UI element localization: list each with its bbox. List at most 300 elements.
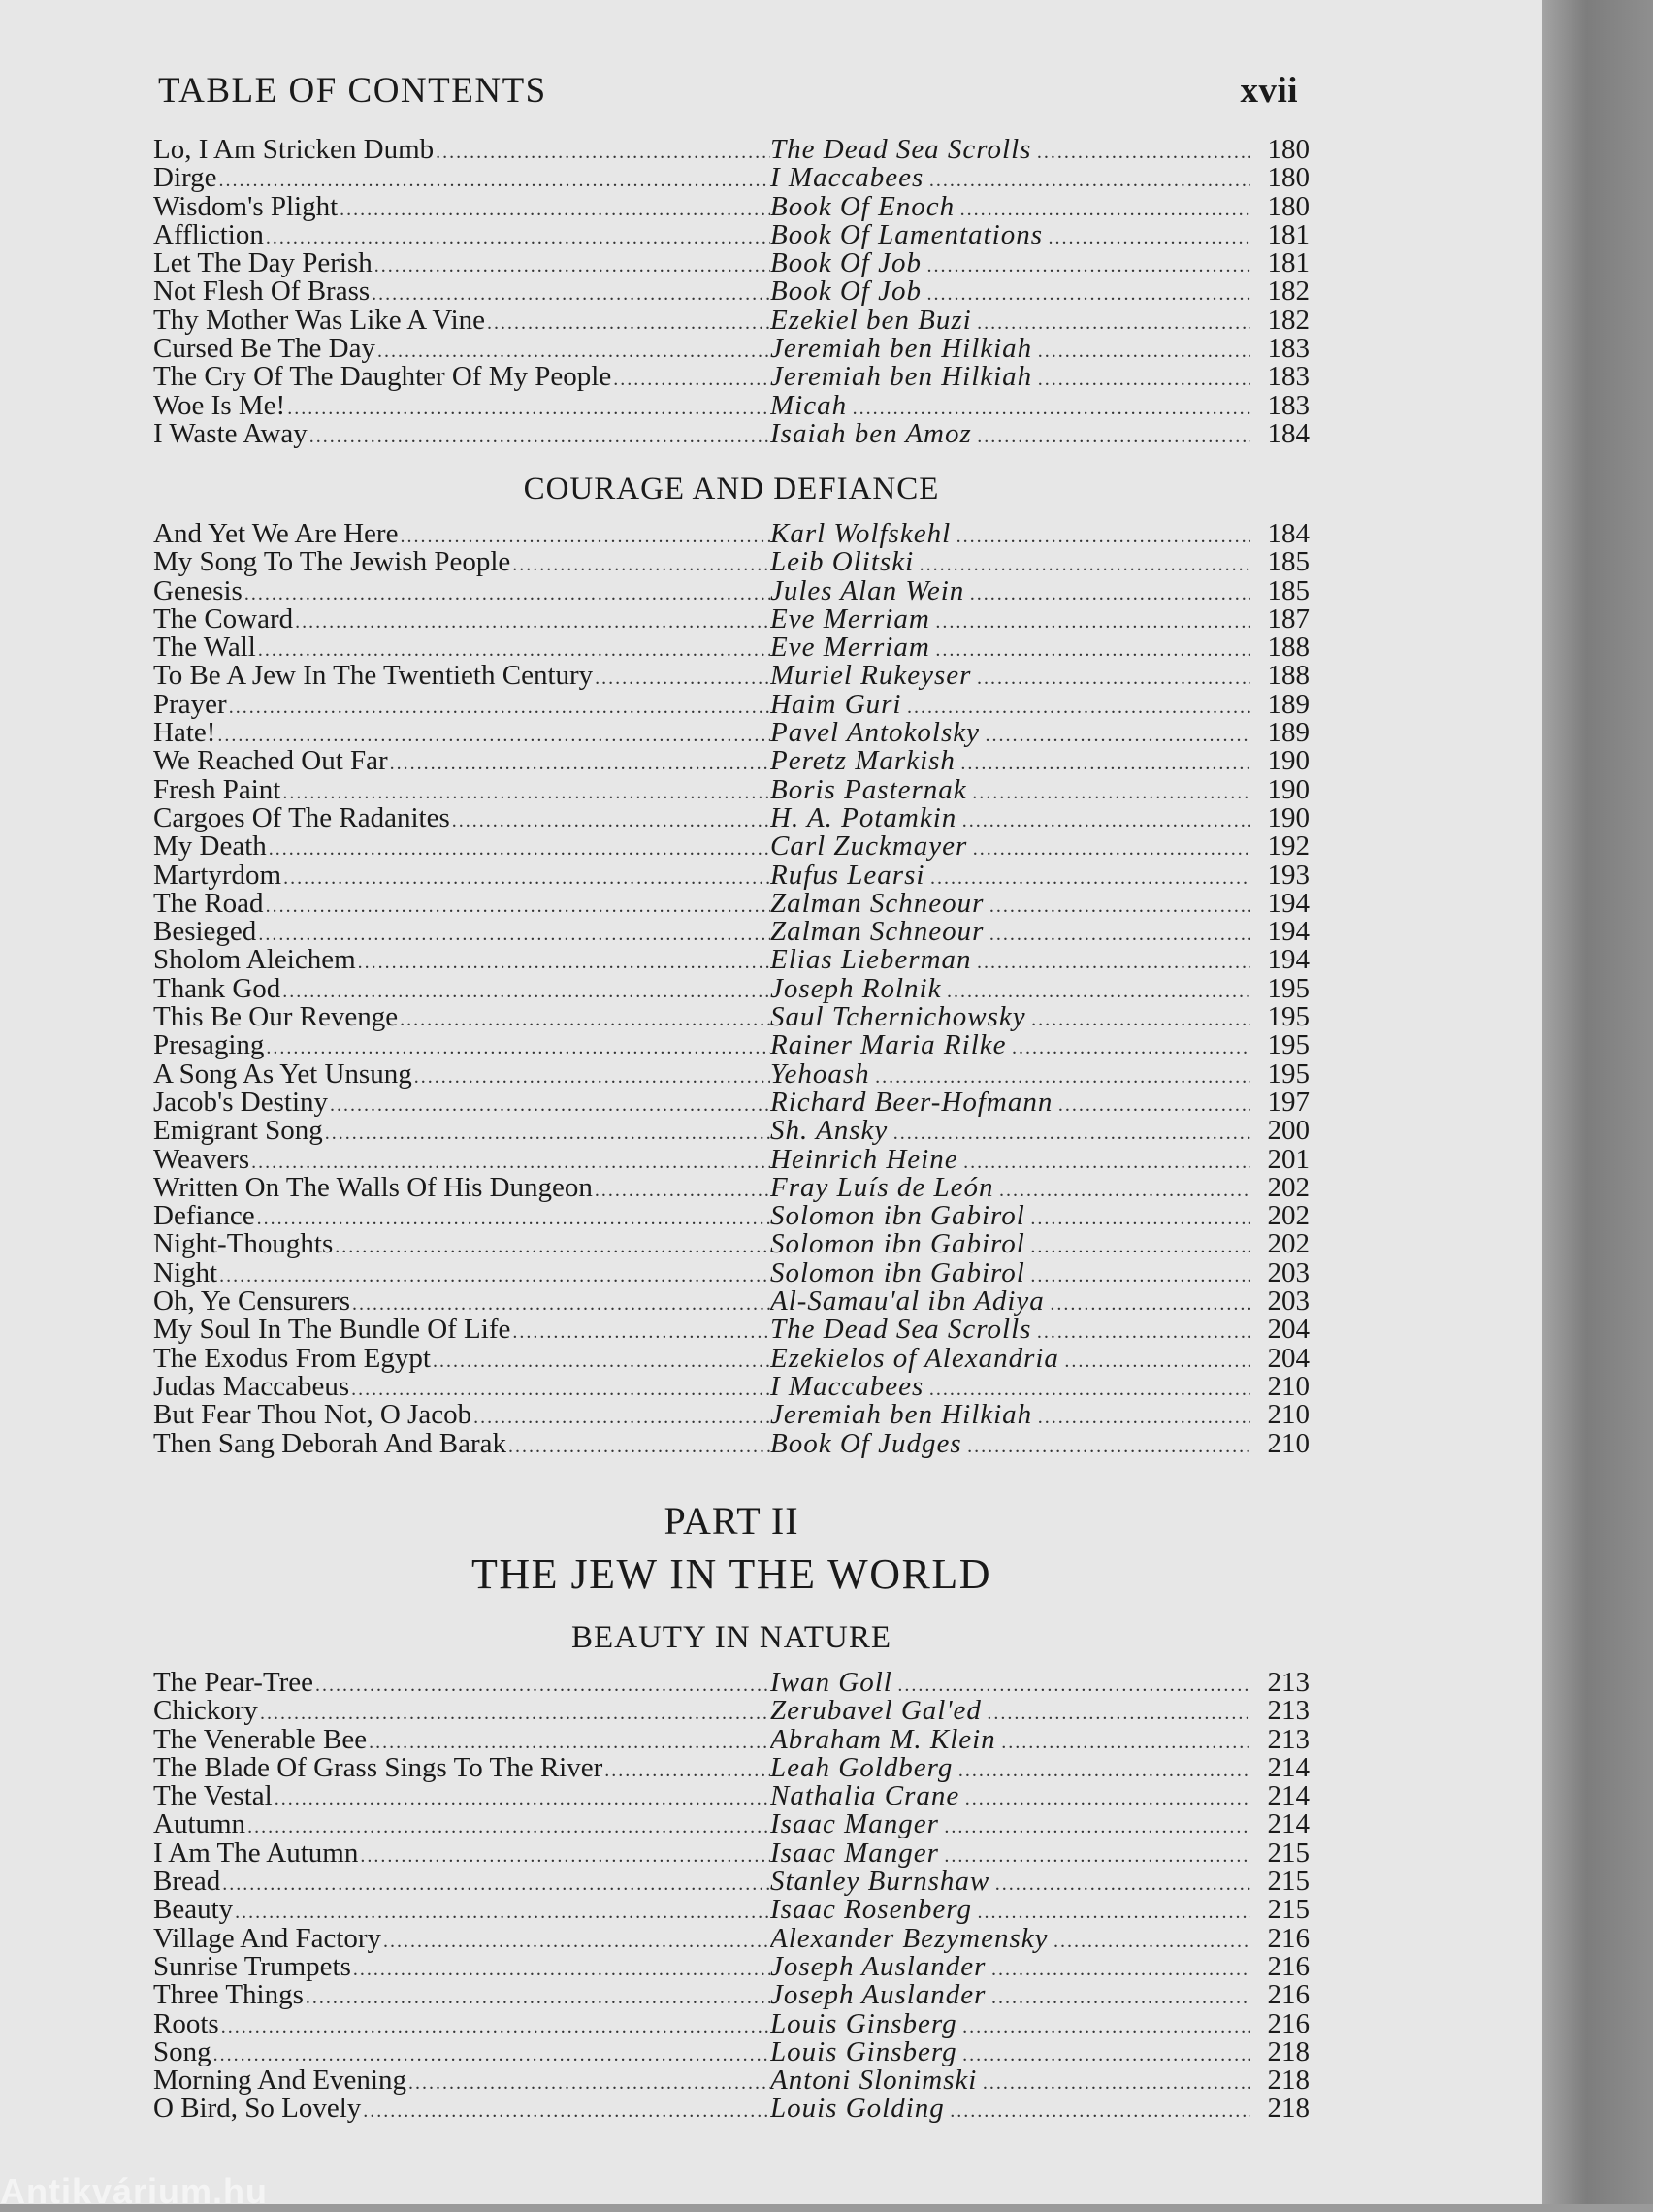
leader-dots xyxy=(335,1233,770,1261)
leader-dots xyxy=(920,551,1250,579)
entry-title: The Venerable Bee xyxy=(153,1725,368,1755)
entry-page-number: 216 xyxy=(1267,1922,1310,1954)
leader-dots xyxy=(983,2069,1250,2098)
leader-dots xyxy=(340,196,770,224)
entry-page-number: 214 xyxy=(1267,1780,1310,1812)
entry-author-cell xyxy=(770,975,1250,1006)
toc-entry xyxy=(153,417,1310,449)
entry-author-cell xyxy=(770,1060,1250,1091)
leader-dots xyxy=(512,1318,770,1347)
entry-title-cell xyxy=(153,719,770,750)
leader-dots xyxy=(960,196,1250,224)
toc-section-beauty-in-nature xyxy=(153,1616,1310,2124)
leader-dots xyxy=(266,1034,770,1062)
leader-dots xyxy=(930,864,1250,893)
entry-page-number: 197 xyxy=(1267,1086,1310,1118)
leader-dots xyxy=(962,807,1250,835)
entry-title: My Soul In The Bundle Of Life xyxy=(153,1316,511,1346)
entry-page-number: 214 xyxy=(1267,1808,1310,1840)
entry-page-number: 213 xyxy=(1267,1667,1310,1698)
entry-title-cell xyxy=(153,975,770,1006)
entry-page-number: 202 xyxy=(1267,1228,1310,1260)
toc-entry xyxy=(153,1287,1310,1316)
leader-dots xyxy=(927,252,1250,280)
entry-title-cell xyxy=(153,136,770,167)
entry-page-number: 200 xyxy=(1267,1115,1310,1147)
entry-title: Written On The Walls Of His Dungeon xyxy=(153,1173,593,1203)
entry-author-cell xyxy=(770,1316,1250,1347)
entry-author: Eve Merriam xyxy=(770,634,930,664)
leader-dots xyxy=(1038,366,1250,394)
entry-title: But Fear Thou Not, O Jacob xyxy=(153,1401,472,1431)
leader-dots xyxy=(275,1785,770,1813)
leader-dots xyxy=(282,779,770,807)
entry-title-cell xyxy=(153,605,770,636)
entry-author-cell xyxy=(770,392,1250,423)
leader-dots xyxy=(266,893,770,921)
leader-dots xyxy=(973,835,1250,863)
entry-title-cell xyxy=(153,249,770,280)
leader-dots xyxy=(390,750,770,778)
leader-dots xyxy=(372,280,770,309)
entry-page-number: 213 xyxy=(1267,1695,1310,1727)
entry-author: Louis Golding xyxy=(770,2095,945,2125)
entry-author: Eve Merriam xyxy=(770,604,930,634)
leader-dots xyxy=(487,309,770,338)
entry-title-cell xyxy=(153,776,770,807)
entry-title: I Am The Autumn xyxy=(153,1838,359,1869)
leader-dots xyxy=(965,1785,1250,1813)
leader-dots xyxy=(964,1149,1250,1177)
leader-dots xyxy=(978,309,1250,338)
entry-author: H. A. Potamkin xyxy=(770,803,957,833)
leader-dots xyxy=(595,665,770,693)
leader-dots xyxy=(595,1177,770,1205)
leader-dots xyxy=(287,395,770,423)
entry-author-cell xyxy=(770,2010,1250,2041)
entry-title: Lo, I Am Stricken Dumb xyxy=(153,136,435,165)
entry-author: Carl Zuckmayer xyxy=(770,832,968,862)
entry-author-cell xyxy=(770,1259,1250,1290)
entry-author-cell xyxy=(770,164,1250,195)
entry-author: Antoni Slonimski xyxy=(770,2066,978,2097)
entry-author-cell xyxy=(770,1430,1250,1461)
toc-entry xyxy=(153,1810,1310,1838)
toc-entry xyxy=(153,2066,1310,2095)
toc-entry xyxy=(153,304,1310,336)
leader-dots xyxy=(1049,224,1250,252)
entry-author-cell xyxy=(770,1202,1250,1233)
entry-author: The Dead Sea Scrolls xyxy=(770,136,1032,165)
toc-entry xyxy=(153,1782,1310,1810)
entry-author: Stanley Burnshaw xyxy=(770,1868,990,1898)
entry-page-number: 187 xyxy=(1267,602,1310,634)
entry-title-cell xyxy=(153,1953,770,1984)
entry-author-cell xyxy=(770,1089,1250,1120)
entry-title-cell xyxy=(153,2010,770,2041)
entry-title-cell xyxy=(153,1810,770,1841)
toc-entry xyxy=(153,1427,1310,1459)
entry-author: Richard Beer-Hofmann xyxy=(770,1088,1053,1118)
entry-title-cell xyxy=(153,1726,770,1757)
entry-author-cell xyxy=(770,946,1250,977)
leader-dots xyxy=(260,1700,770,1728)
entry-author-cell xyxy=(770,1754,1250,1785)
entry-title-cell xyxy=(153,1373,770,1404)
entry-title: The Pear-Tree xyxy=(153,1669,314,1698)
entry-author-cell xyxy=(770,193,1250,224)
leader-dots xyxy=(1031,1233,1250,1261)
leader-dots xyxy=(414,1063,770,1091)
entry-author: Book Of Enoch xyxy=(770,192,956,222)
leader-dots xyxy=(257,1205,770,1233)
entry-author: Boris Pasternak xyxy=(770,775,967,805)
toc-entry xyxy=(153,389,1310,421)
leader-dots xyxy=(358,949,770,977)
entry-page-number: 216 xyxy=(1267,1979,1310,2011)
entry-author: Louis Ginsberg xyxy=(770,2009,957,2039)
entry-author: Isaac Rosenberg xyxy=(770,1896,973,1926)
entry-title-cell xyxy=(153,747,770,778)
entry-title-cell xyxy=(153,193,770,224)
leader-dots xyxy=(1037,139,1250,167)
entry-author: Book Of Job xyxy=(770,277,922,308)
entry-author-cell xyxy=(770,1953,1250,1984)
entry-title: Morning And Evening xyxy=(153,2066,406,2097)
entry-title-cell xyxy=(153,1117,770,1148)
entry-title: My Death xyxy=(153,832,267,862)
toc-entry xyxy=(153,1950,1310,1982)
entry-page-number: 203 xyxy=(1267,1256,1310,1288)
entry-author: Book Of Judges xyxy=(770,1429,962,1459)
toc-entry xyxy=(153,1669,1310,1697)
toc-entry xyxy=(153,972,1310,1004)
leader-dots xyxy=(977,665,1250,693)
entry-title: We Reached Out Far xyxy=(153,747,388,777)
leader-dots xyxy=(306,1984,770,2012)
entry-author-cell xyxy=(770,335,1250,366)
entry-author-cell xyxy=(770,2038,1250,2069)
entry-page-number: 180 xyxy=(1267,134,1310,165)
entry-page-number: 181 xyxy=(1267,218,1310,250)
entry-title: Oh, Ye Censurers xyxy=(153,1287,350,1317)
toc-entry xyxy=(153,688,1310,720)
entry-title: The Blade Of Grass Sings To The River xyxy=(153,1753,603,1783)
leader-dots xyxy=(247,1813,770,1841)
leader-dots xyxy=(898,1672,1250,1700)
entry-author-cell xyxy=(770,1981,1250,2012)
entry-author: Solomon ibn Gabirol xyxy=(770,1230,1025,1260)
entry-title: Defiance xyxy=(153,1202,255,1232)
page-header xyxy=(158,70,1298,118)
entry-author-cell xyxy=(770,1031,1250,1062)
toc-entry xyxy=(153,1031,1310,1059)
toc-entry xyxy=(153,548,1310,576)
leader-dots xyxy=(436,139,770,167)
entry-title-cell xyxy=(153,1230,770,1261)
entry-page-number: 192 xyxy=(1267,830,1310,862)
entry-title-cell xyxy=(153,1259,770,1290)
entry-title: Night-Thoughts xyxy=(153,1230,334,1260)
entry-author-cell xyxy=(770,1287,1250,1318)
entry-title-cell xyxy=(153,918,770,949)
entry-title: To Be A Jew In The Twentieth Century xyxy=(153,662,594,692)
leader-dots xyxy=(1051,1290,1250,1318)
leader-dots xyxy=(893,1120,1250,1148)
leader-dots xyxy=(604,1757,770,1785)
entry-author: Peretz Markish xyxy=(770,747,956,777)
toc-entry xyxy=(153,363,1310,391)
toc-entry xyxy=(153,859,1310,891)
entry-title-cell xyxy=(153,1031,770,1062)
part-title: THE JEW IN THE WORLD xyxy=(471,1550,991,1598)
entry-author: Yehoash xyxy=(770,1059,870,1090)
page-edge-shadow xyxy=(1542,0,1653,2204)
entry-title: Song xyxy=(153,2037,211,2067)
entry-author: Louis Ginsberg xyxy=(770,2037,957,2067)
toc-entry xyxy=(153,574,1310,606)
entry-title-cell xyxy=(153,890,770,921)
entry-title-cell xyxy=(153,1981,770,2012)
toc-entry xyxy=(153,773,1310,805)
entry-title-cell xyxy=(153,634,770,665)
leader-dots xyxy=(936,608,1250,636)
entry-title: Village And Factory xyxy=(153,1924,382,1954)
leader-dots xyxy=(433,1348,770,1376)
entry-title-cell xyxy=(153,862,770,893)
leader-dots xyxy=(235,1899,770,1927)
entry-author-cell xyxy=(770,520,1250,551)
leader-dots xyxy=(352,1290,770,1318)
leader-dots xyxy=(1002,1729,1250,1757)
entry-author-cell xyxy=(770,1117,1250,1148)
entry-title: Affliction xyxy=(153,220,264,250)
entry-author: Ezekielos of Alexandria xyxy=(770,1344,1059,1374)
entry-title-cell xyxy=(153,1782,770,1813)
toc-entry xyxy=(153,1230,1310,1258)
entry-title: The Road xyxy=(153,889,264,919)
entry-title: The Vestal xyxy=(153,1782,273,1812)
entry-title-cell xyxy=(153,520,770,551)
leader-dots xyxy=(995,1870,1250,1899)
entry-title: Sunrise Trumpets xyxy=(153,1952,351,1982)
leader-dots xyxy=(269,835,770,863)
entry-page-number: 183 xyxy=(1267,361,1310,393)
entry-title: Bread xyxy=(153,1868,221,1898)
entry-title: Thank God xyxy=(153,974,281,1004)
leader-dots xyxy=(222,1870,770,1899)
entry-author-cell xyxy=(770,1174,1250,1205)
entry-title: Emigrant Song xyxy=(153,1117,323,1147)
entry-author: Nathalia Crane xyxy=(770,1782,960,1812)
toc-entry xyxy=(153,1697,1310,1725)
entry-title-cell xyxy=(153,1174,770,1205)
leader-dots xyxy=(213,2041,770,2069)
toc-entry xyxy=(153,277,1310,306)
entry-author-cell xyxy=(770,776,1250,807)
entry-title: Thy Mother Was Like A Vine xyxy=(153,306,486,336)
entry-title-cell xyxy=(153,691,770,722)
entry-author-cell xyxy=(770,747,1250,778)
entry-title-cell xyxy=(153,1146,770,1177)
entry-page-number: 194 xyxy=(1267,916,1310,948)
entry-page-number: 190 xyxy=(1267,773,1310,805)
leader-dots xyxy=(353,1956,770,1984)
entry-page-number: 182 xyxy=(1267,304,1310,336)
toc-entry xyxy=(153,2095,1310,2123)
entry-page-number: 194 xyxy=(1267,887,1310,919)
entry-author-cell xyxy=(770,634,1250,665)
entry-author: Ezekiel ben Buzi xyxy=(770,306,972,336)
entry-title: Wisdom's Plight xyxy=(153,192,339,222)
toc-entry xyxy=(153,634,1310,662)
entry-title: The Wall xyxy=(153,634,256,664)
entry-title-cell xyxy=(153,832,770,863)
entry-author-cell xyxy=(770,577,1250,608)
entry-title: Three Things xyxy=(153,1981,304,2011)
leader-dots xyxy=(258,636,770,665)
entry-title-cell xyxy=(153,392,770,423)
entry-title-cell xyxy=(153,1401,770,1432)
entry-title: Prayer xyxy=(153,690,227,720)
toc-entry xyxy=(153,1922,1310,1954)
entry-page-number: 183 xyxy=(1267,333,1310,365)
toc-entry xyxy=(153,832,1310,861)
leader-dots xyxy=(961,750,1250,778)
entry-title-cell xyxy=(153,1287,770,1318)
entry-author-cell xyxy=(770,1230,1250,1261)
entry-author: Sh. Ansky xyxy=(770,1117,889,1147)
entry-title: Dirge xyxy=(153,164,217,194)
entry-author-cell xyxy=(770,363,1250,394)
entry-author: I Maccabees xyxy=(770,164,924,194)
toc-entry xyxy=(153,1143,1310,1175)
leader-dots xyxy=(217,722,770,750)
entry-title-cell xyxy=(153,1345,770,1376)
toc-entry xyxy=(153,1751,1310,1783)
leader-dots xyxy=(330,1091,770,1120)
entry-author: Zalman Schneour xyxy=(770,889,985,919)
entry-page-number: 193 xyxy=(1267,859,1310,891)
entry-page-number: 215 xyxy=(1267,1894,1310,1926)
entry-title-cell xyxy=(153,1430,770,1461)
entry-author: Rainer Maria Rilke xyxy=(770,1031,1007,1061)
entry-page-number: 216 xyxy=(1267,1950,1310,1982)
leader-dots xyxy=(283,864,770,893)
entry-title: The Exodus From Egypt xyxy=(153,1344,431,1374)
leader-dots xyxy=(452,807,770,835)
toc-entry xyxy=(153,801,1310,833)
leader-dots xyxy=(945,1842,1250,1870)
leader-dots xyxy=(978,423,1250,451)
entry-page-number: 214 xyxy=(1267,1751,1310,1783)
entry-author: Joseph Auslander xyxy=(770,1981,987,2011)
entry-author: Muriel Rukeyser xyxy=(770,662,972,692)
leader-dots xyxy=(991,1956,1250,1984)
leader-dots xyxy=(1065,1348,1250,1376)
section-heading: BEAUTY IN NATURE xyxy=(570,1620,892,1655)
entry-author-cell xyxy=(770,1896,1250,1927)
leader-dots xyxy=(360,1842,770,1870)
entry-title: Roots xyxy=(153,2009,219,2039)
entry-author-cell xyxy=(770,1868,1250,1899)
toc-entry xyxy=(153,747,1310,775)
toc-entry xyxy=(153,1370,1310,1402)
leader-dots xyxy=(1038,338,1250,366)
entry-author-cell xyxy=(770,1146,1250,1177)
entry-title-cell xyxy=(153,335,770,366)
entry-title: I Waste Away xyxy=(153,419,308,449)
entry-page-number: 210 xyxy=(1267,1427,1310,1459)
leader-dots xyxy=(221,2013,770,2041)
entry-page-number: 180 xyxy=(1267,190,1310,222)
leader-dots xyxy=(988,1700,1250,1728)
entry-title: A Song As Yet Unsung xyxy=(153,1059,412,1090)
entry-page-number: 213 xyxy=(1267,1723,1310,1755)
leader-dots xyxy=(377,338,770,366)
toc-entry xyxy=(153,2035,1310,2067)
leader-dots xyxy=(1054,1928,1250,1956)
leader-dots xyxy=(219,167,770,195)
entry-page-number: 189 xyxy=(1267,717,1310,749)
toc-entry xyxy=(153,249,1310,277)
entry-title-cell xyxy=(153,221,770,252)
entry-author-cell xyxy=(770,2066,1250,2098)
entry-page-number: 204 xyxy=(1267,1342,1310,1374)
entry-page-number: 188 xyxy=(1267,632,1310,664)
toc-entry xyxy=(153,520,1310,548)
entry-title: Hate! xyxy=(153,719,216,749)
toc-entry xyxy=(153,1057,1310,1090)
toc-entry xyxy=(153,1868,1310,1896)
entry-page-number: 218 xyxy=(1267,2093,1310,2125)
toc-entry xyxy=(153,1256,1310,1288)
entry-author: Jeremiah ben Hilkiah xyxy=(770,335,1033,365)
leader-dots xyxy=(369,1729,770,1757)
entry-author-cell xyxy=(770,918,1250,949)
leader-dots xyxy=(986,722,1250,750)
toc-entry xyxy=(153,918,1310,946)
entry-author-cell xyxy=(770,221,1250,252)
leader-dots xyxy=(258,921,770,949)
leader-dots xyxy=(613,366,770,394)
entry-title: Woe Is Me! xyxy=(153,391,286,421)
entry-author-cell xyxy=(770,420,1250,451)
entry-title-cell xyxy=(153,277,770,309)
entry-author: Book Of Lamentations xyxy=(770,220,1043,250)
entry-page-number: 218 xyxy=(1267,2035,1310,2067)
entry-title-cell xyxy=(153,1060,770,1091)
entry-author-cell xyxy=(770,1373,1250,1404)
entry-author: Jules Alan Wein xyxy=(770,576,965,606)
entry-author: Pavel Antokolsky xyxy=(770,719,980,749)
entry-author: Al-Samau'al ibn Adiya xyxy=(770,1287,1045,1317)
entry-author: Isaac Manger xyxy=(770,1838,939,1869)
toc-entry xyxy=(153,662,1310,690)
entry-author-cell xyxy=(770,1003,1250,1034)
entry-author-cell xyxy=(770,1925,1250,1956)
entry-title-cell xyxy=(153,1669,770,1700)
entry-author: Leah Goldberg xyxy=(770,1753,954,1783)
leader-dots xyxy=(374,252,770,280)
leader-dots xyxy=(853,395,1250,423)
leader-dots xyxy=(963,2013,1250,2041)
leader-dots xyxy=(351,1376,770,1404)
entry-title: Fresh Paint xyxy=(153,775,281,805)
leader-dots xyxy=(956,523,1250,551)
entry-page-number: 184 xyxy=(1267,518,1310,549)
leader-dots xyxy=(244,580,770,608)
